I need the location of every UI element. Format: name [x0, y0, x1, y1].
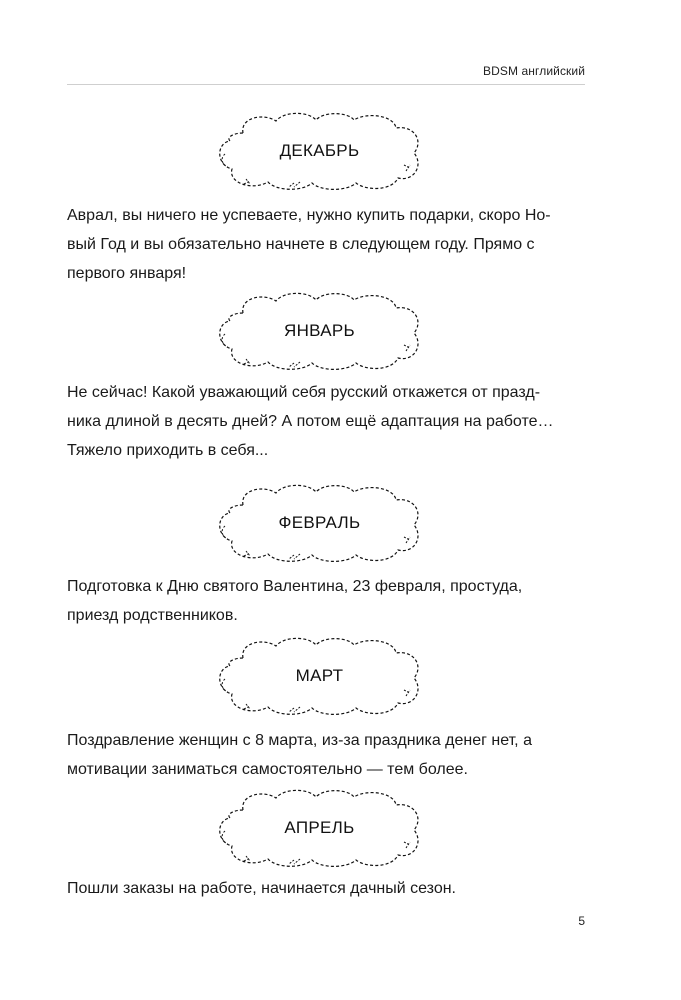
month-title: МАРТ [295, 666, 344, 685]
text-line: Тяжело приходить в себя... [67, 442, 269, 459]
running-title: BDSM английский [483, 64, 585, 78]
cloud-heading-march [216, 636, 423, 716]
text-line: Не сейчас! Какой уважающий себя русский откажется от празд- [67, 384, 541, 401]
month-title: ДЕКАБРЬ [279, 141, 360, 160]
month-title: ЯНВАРЬ [284, 321, 355, 340]
paragraph-january [67, 378, 607, 465]
text-line: вый Год и вы обязательно начнете в следующем году. Прямо с [67, 236, 535, 253]
month-title: АПРЕЛЬ [284, 818, 355, 837]
cloud-heading-january [216, 291, 423, 371]
header-rule [67, 84, 585, 85]
text-line: Пошли заказы на работе, начинается дачный сезон. [67, 880, 456, 897]
paragraph-april [67, 874, 607, 903]
cloud-heading-december [216, 111, 423, 191]
text-line: ника длиной в десять дней? А потом ещё адаптация на работе… [67, 413, 554, 430]
cloud-heading-february [216, 483, 423, 563]
text-line: Поздравление женщин с 8 марта, из-за праздника денег нет, а [67, 732, 532, 749]
page-number: 5 [578, 914, 585, 928]
paragraph-december [67, 201, 607, 288]
cloud-heading-april [216, 788, 423, 868]
text-line: мотивации заниматься самостоятельно — тем более. [67, 761, 468, 778]
month-title: ФЕВРАЛЬ [278, 513, 361, 532]
text-line: Аврал, вы ничего не успеваете, нужно купить подарки, скоро Но- [67, 207, 551, 224]
text-line: приезд родственников. [67, 607, 238, 624]
paragraph-march [67, 726, 607, 784]
text-line: первого января! [67, 265, 187, 282]
paragraph-february [67, 572, 607, 630]
text-line: Подготовка к Дню святого Валентина, 23 февраля, простуда, [67, 578, 523, 595]
